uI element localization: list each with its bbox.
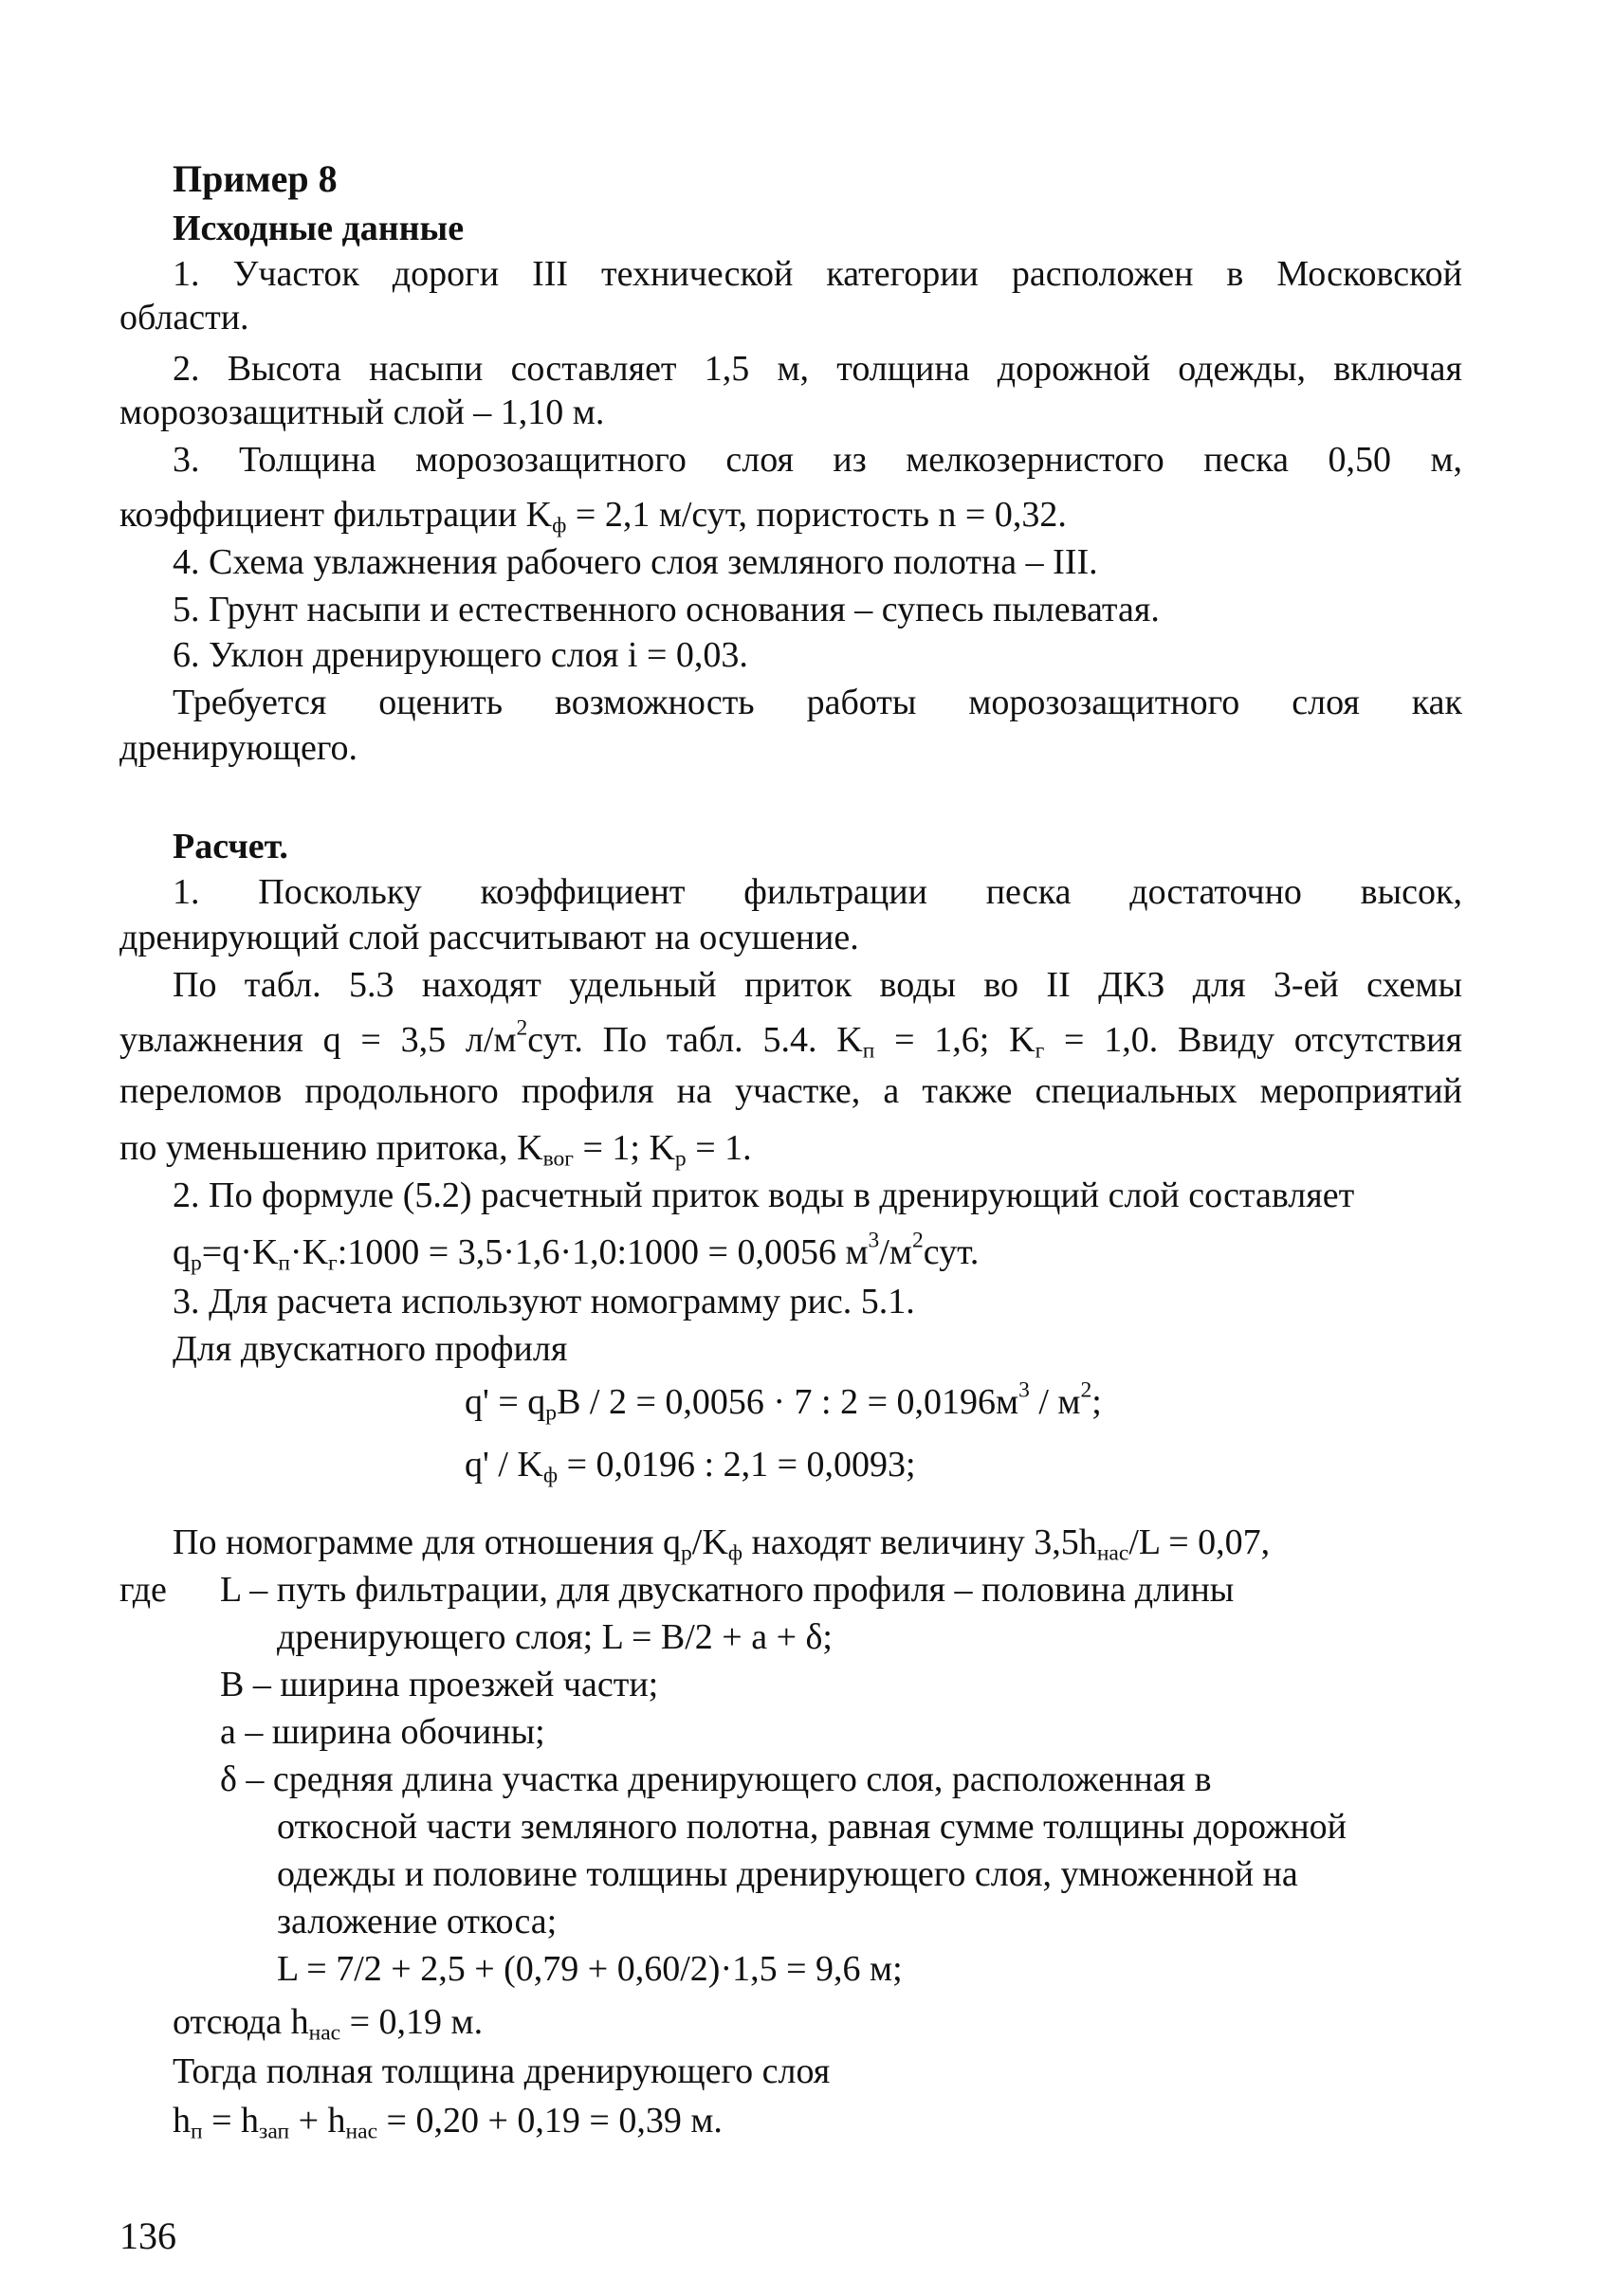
definition-delta-line-3: одежды и половине толщины дренирующего слоя, умноженной на	[277, 1854, 1298, 1894]
formula-q-prime: $q' = q_рB / 2 = 0,0056 \cdot 7$ : $2 = 0,0196м^3 / м^2$;	[465, 1377, 1102, 1426]
item-2-line-2: морозозащитный слой – 1,10 м.	[119, 392, 605, 432]
calc-para-2-line-2: увлажнения q = 3,5 $л/м^2сут$. По табл. 5.4. $K_п = 1,6$; $K_г = 1,0$. Ввиду отсутствия	[119, 1015, 1462, 1064]
definition-L-line-1: L – путь фильтрации, для двускатного профиля – половина длины	[220, 1570, 1235, 1610]
formula-total-thickness: $h_п = h_{зап} + h_{нас} = 0,20 + 0,19 = 0,39$ м.	[173, 2101, 723, 2144]
definition-L-line-2: дренирующего слоя; L = B/2 + a + δ;	[277, 1617, 833, 1657]
calc-para-7: отсюда $h_{нас} = 0,19$ м.	[173, 2002, 484, 2046]
calc-para-8: Тогда полная толщина дренирующего слоя	[173, 2051, 831, 2091]
item-1-line-1: 1. Участок дороги III технической категории расположен в Московской	[173, 254, 1462, 294]
item-5: 5. Грунт насыпи и естественного основания – супесь пылеватая.	[173, 590, 1160, 629]
where-label: где	[119, 1570, 167, 1610]
definition-a: a – ширина обочины;	[220, 1712, 545, 1752]
definition-delta-line-1: δ – средняя длина участка дренирующего слоя, расположенная в	[220, 1759, 1212, 1799]
calc-para-6: По номограмме для отношения $q_р/K_ф$ находят величину $3,5h_{нас}/L = 0,07$,	[173, 1522, 1271, 1566]
section-heading-calculation: Расчет.	[173, 827, 288, 866]
requirement-line-2: дренирующего.	[119, 728, 358, 768]
calc-para-4: 3. Для расчета используют номограмму рис. 5.1.	[173, 1282, 915, 1321]
definition-delta-line-4: заложение откоса;	[277, 1902, 558, 1941]
item-3-line-1: 3. Толщина морозозащитного слоя из мелкозернистого песка 0,50 м,	[173, 440, 1462, 480]
item-3-line-2: коэффициент фильтрации $K_ф = 2,1$ м/сут, пористость n = 0,32.	[119, 495, 1067, 538]
section-heading-initial-data: Исходные данные	[173, 209, 465, 248]
definition-delta-line-2: откосной части земляного полотна, равная сумме толщины дорожной	[277, 1807, 1347, 1847]
definition-B: B – ширина проезжей части;	[220, 1665, 659, 1704]
requirement-line-1: Требуется оценить возможность работы морозозащитного слоя как	[173, 683, 1462, 722]
item-4: 4. Схема увлажнения рабочего слоя земляного полотна – III.	[173, 542, 1098, 582]
page-number: 136	[119, 2214, 176, 2257]
formula-q-ratio: $q' / K_ф = 0,0196$ : 2,1 = 0,0093;	[465, 1445, 916, 1488]
item-1-line-2: области.	[119, 298, 249, 337]
calc-para-3-formula: $q_р=q\cdot K_п\cdot K_г:1000$ = 3,5·1,6·1,0:1000 = 0,0056 $м^3/м^2сут$.	[173, 1228, 980, 1276]
calc-para-3-line-1: 2. По формуле (5.2) расчетный приток воды в дренирующий слой составляет	[173, 1175, 1355, 1215]
calc-para-1-line-2: дренирующий слой рассчитывают на осушение.	[119, 918, 859, 957]
calc-para-2-line-3: переломов продольного профиля на участке, а также специальных мероприятий	[119, 1071, 1462, 1111]
example-title: Пример 8	[173, 157, 338, 200]
item-2-line-1: 2. Высота насыпи составляет 1,5 м, толщина дорожной одежды, включая	[173, 349, 1462, 389]
calc-para-1-line-1: 1. Поскольку коэффициент фильтрации песка достаточно высок,	[173, 872, 1462, 912]
calc-para-5: Для двускатного профиля	[173, 1329, 568, 1369]
calc-para-2-line-1: По табл. 5.3 находят удельный приток воды во II ДКЗ для 3-ей схемы	[173, 965, 1462, 1005]
item-6: 6. Уклон дренирующего слоя i = 0,03.	[173, 635, 748, 675]
formula-L: L = 7/2 + 2,5 + (0,79 + 0,60/2)·1,5 = 9,6 м;	[277, 1949, 903, 1989]
calc-para-2-line-4: по уменьшению притока, $K_{вог} = 1$; $K_р = 1$.	[119, 1128, 752, 1172]
